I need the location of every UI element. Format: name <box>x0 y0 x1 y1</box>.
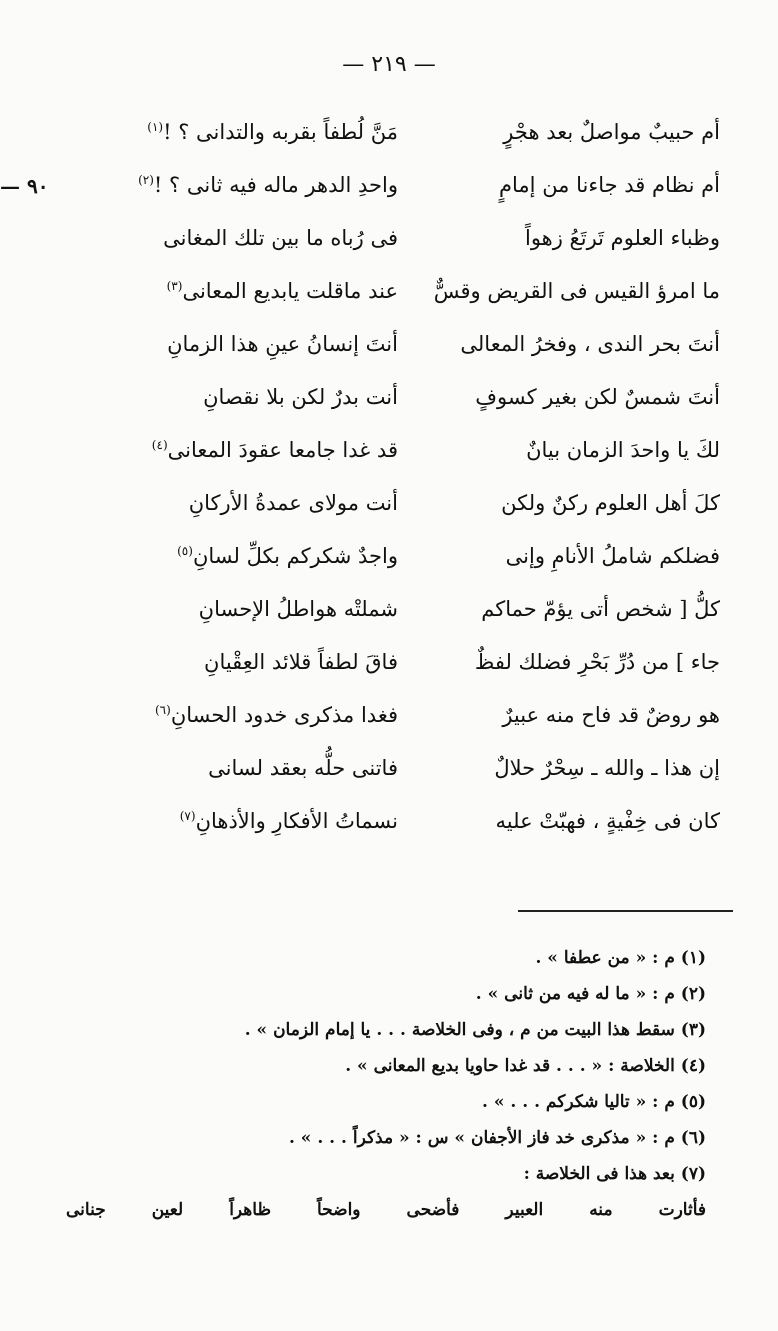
verse-line <box>70 332 720 388</box>
verse-second-text: أنتَ إنسانُ عينِ هذا الزمانِ <box>167 332 398 356</box>
verse-second-hemistich <box>68 809 398 833</box>
footnote-divider <box>518 910 733 912</box>
verse-second-text: شملتْه هواطلُ الإحسانِ <box>198 597 398 621</box>
verse-second-hemistich <box>68 544 398 568</box>
verse-line <box>70 173 720 229</box>
verse-first-hemistich: لكَ يا واحدَ الزمان بيانٌ <box>526 438 720 462</box>
footnote: (٤) الخلاصة : « . . . قد غدا حاويا بديع المعانى » . <box>345 1056 706 1076</box>
verse-second-hemistich <box>68 332 398 356</box>
verse-first-hemistich: أم حبيبٌ مواصلٌ بعد هجْرٍ <box>503 120 720 144</box>
verse-second-hemistich <box>68 173 398 197</box>
verse-line <box>70 491 720 547</box>
verse-second-text: فى رُباه ما بين تلك المغانى <box>163 226 398 250</box>
verse-line <box>70 438 720 494</box>
verse-first-hemistich: إن هذا ـ والله ـ سِحْرٌ حلالٌ <box>494 756 720 780</box>
verse-first-hemistich: جاء ] من دُرِّ بَحْرِ فضلك لفظٌ <box>474 650 720 674</box>
verse-line <box>70 385 720 441</box>
footnote: (٥) م : « تاليا شكركم . . . » . <box>482 1092 706 1112</box>
verse-first-hemistich: وظباء العلوم تَرتَعُ زهواً <box>524 226 720 250</box>
verse-second-hemistich <box>68 385 398 409</box>
verse-second-hemistich <box>68 120 398 144</box>
margin-mark: ٩٠ — <box>0 174 49 198</box>
footnote-reference: (١) <box>147 120 164 134</box>
verse-second-text: مَنَّ لُطفاً بقربه والتدانى ؟ ! <box>163 120 398 144</box>
footnote: (٧) بعد هذا فى الخلاصة : <box>523 1164 706 1184</box>
verse-first-hemistich: فضلكم شاملُ الأنامِ وإنى <box>505 544 720 568</box>
verse-second-text: واحدِ الدهر ماله فيه ثانى ؟ ! <box>153 173 398 197</box>
footnote-reference: (٣) <box>166 279 183 293</box>
verse-line <box>70 544 720 600</box>
page-number: — ٢١٩ — <box>342 52 436 77</box>
footnote: (٣) سقط هذا البيت من م ، وفى الخلاصة . . . يا إمام الزمان » . <box>244 1020 706 1040</box>
footnote-reference: (٥) <box>177 544 193 558</box>
verse-second-hemistich <box>68 756 398 780</box>
verse-first-hemistich: كان فى خِفْيةٍ ، فهبّتْ عليه <box>495 809 720 833</box>
verse-line <box>70 597 720 653</box>
verse-second-text: فاتنى حلُّه بعقد لسانى <box>208 756 398 780</box>
verse-line <box>70 703 720 759</box>
verse-line <box>70 279 720 335</box>
verse-second-text: فاقَ لطفاً قلائد العِقْيانِ <box>204 650 398 674</box>
verse-line <box>70 120 720 176</box>
footnote-reference: (٤) <box>151 438 168 452</box>
footnote-reference: (٢) <box>138 173 154 187</box>
verse-first-hemistich: هو روضٌ قد فاح منه عبيرٌ <box>502 703 720 727</box>
verse-first-hemistich: ما امرؤ القيس فى القريض وقسٌّ <box>433 279 720 303</box>
verse-second-hemistich <box>68 226 398 250</box>
verse-first-hemistich: كلُّ [ شخص أتى يؤمّ حماكم <box>481 597 720 621</box>
verse-first-hemistich: أم نظام قد جاءنا من إمامٍ <box>499 173 720 197</box>
verse-second-hemistich <box>68 597 398 621</box>
footnote: (٢) م : « ما له فيه من ثانى » . <box>475 984 706 1004</box>
verse-second-hemistich <box>68 703 398 727</box>
footnote-reference: (٦) <box>154 703 171 717</box>
footnote: (١) م : « من عطفا » . <box>535 948 706 968</box>
verse-first-hemistich: أنتَ بحر الندى ، وفخرُ المعالى <box>460 332 720 356</box>
footnote-reference: (٧) <box>179 809 196 823</box>
verse-second-text: قد غدا جامعا عقودَ المعانى <box>167 438 398 462</box>
verse-second-text: أنت بدرٌ لكن بلا نقصانِ <box>203 385 398 409</box>
verse-second-text: واجدٌ شكركم بكلِّ لسانِ <box>192 544 398 568</box>
verse-second-text: أنت مولاى عمدةُ الأركانِ <box>188 491 398 515</box>
footnote-continuation-verse: فأثارت منه العبير فأضحى واضحاً ظاهراً لعين جنانى <box>66 1200 706 1220</box>
footnotes <box>66 940 706 1228</box>
verse-line <box>70 650 720 706</box>
footnote: (٦) م : « مذكرى خد فاز الأجفان » س : « مذكراً . . . » . <box>288 1128 706 1148</box>
verse-second-hemistich <box>68 279 398 303</box>
verse-second-text: نسماتُ الأفكارِ والأذهانِ <box>195 809 398 833</box>
verse-line <box>70 226 720 282</box>
verse-first-hemistich: كلَ أهل العلوم ركنٌ ولكن <box>501 491 720 515</box>
verse-second-text: عند ماقلت يابديع المعانى <box>182 279 398 303</box>
verse-second-text: فغدا مذكرى خدود الحسانِ <box>170 703 398 727</box>
verse-second-hemistich <box>68 491 398 515</box>
verse-second-hemistich <box>68 438 398 462</box>
verse-line <box>70 809 720 865</box>
verse-first-hemistich: أنتَ شمسٌ لكن بغير كسوفٍ <box>475 385 720 409</box>
verse-line <box>70 756 720 812</box>
verse-second-hemistich <box>68 650 398 674</box>
